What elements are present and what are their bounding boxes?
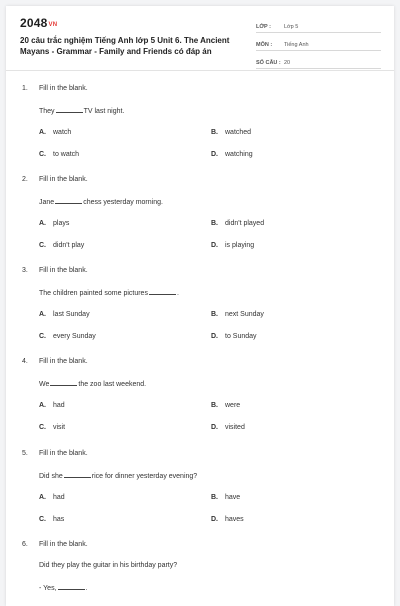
- quiz-meta: [256, 16, 381, 70]
- question-number: 2.: [22, 176, 28, 183]
- question-number: 1.: [22, 85, 28, 92]
- quiz-header: [6, 6, 394, 68]
- option-b[interactable]: B. next Sunday: [211, 311, 264, 318]
- meta-row-count: [256, 52, 381, 69]
- option-d[interactable]: D. visited: [211, 424, 245, 431]
- question-instruction: Fill in the blank.: [39, 85, 88, 92]
- answer-blank[interactable]: [58, 583, 85, 590]
- logo-sub: VN: [48, 22, 58, 28]
- option-a[interactable]: A. had: [39, 494, 65, 501]
- meta-value: Tiếng Anh: [284, 42, 309, 48]
- option-c[interactable]: C. every Sunday: [39, 333, 96, 340]
- header-divider: [6, 70, 394, 71]
- answer-line: - Yes, .: [39, 585, 88, 592]
- question-instruction: Fill in the blank.: [39, 541, 88, 548]
- option-d[interactable]: D. is playing: [211, 242, 255, 249]
- question-number: 3.: [22, 267, 28, 274]
- question-stem: The children painted some pictures .: [39, 290, 179, 297]
- option-b[interactable]: B. have: [211, 494, 241, 501]
- option-b[interactable]: B. watched: [211, 129, 252, 136]
- meta-label: SỐ CÂU :: [256, 60, 281, 66]
- option-a[interactable]: A. had: [39, 402, 65, 409]
- option-a[interactable]: A. last Sunday: [39, 311, 90, 318]
- option-a[interactable]: A. watch: [39, 129, 72, 136]
- question-instruction: Fill in the blank.: [39, 450, 88, 457]
- meta-label: MÔN :: [256, 42, 273, 48]
- meta-value: Lớp 5: [284, 24, 299, 30]
- meta-label: LỚP :: [256, 24, 271, 30]
- question-number: 6.: [22, 541, 28, 548]
- site-logo[interactable]: [20, 16, 57, 30]
- question-stem: We the zoo last weekend.: [39, 381, 147, 388]
- option-b[interactable]: B. were: [211, 402, 241, 409]
- question-stem: Did they play the guitar in his birthday party?: [39, 562, 178, 569]
- option-c[interactable]: C. didn't play: [39, 242, 85, 249]
- answer-blank[interactable]: [55, 197, 82, 204]
- answer-blank[interactable]: [64, 471, 91, 478]
- answer-blank[interactable]: [56, 106, 83, 113]
- question-instruction: Fill in the blank.: [39, 267, 88, 274]
- option-d[interactable]: D. haves: [211, 516, 244, 523]
- option-c[interactable]: C. has: [39, 516, 65, 523]
- option-a[interactable]: A. plays: [39, 220, 70, 227]
- quiz-sheet: [6, 6, 394, 606]
- logo-main: 2048: [20, 16, 48, 30]
- answer-blank[interactable]: [50, 379, 77, 386]
- answer-blank[interactable]: [149, 288, 176, 295]
- option-d[interactable]: D. watching: [211, 151, 253, 158]
- quiz-title: 20 câu trắc nghiệm Tiếng Anh lớp 5 Unit 6. The Ancient Mayans - Grammar - Family and Friends có đáp án: [20, 36, 230, 56]
- question-stem: They TV last night.: [39, 108, 125, 115]
- question-number: 4.: [22, 358, 28, 365]
- question-stem: Did she rice for dinner yesterday evening?: [39, 473, 198, 480]
- question-stem: Jane chess yesterday morning.: [39, 199, 163, 206]
- option-b[interactable]: B. didn't played: [211, 220, 265, 227]
- meta-row-subject: [256, 34, 381, 51]
- meta-value: 20: [284, 60, 291, 66]
- option-c[interactable]: C. to watch: [39, 151, 80, 158]
- option-c[interactable]: C. visit: [39, 424, 66, 431]
- question-instruction: Fill in the blank.: [39, 176, 88, 183]
- question-number: 5.: [22, 450, 28, 457]
- option-d[interactable]: D. to Sunday: [211, 333, 257, 340]
- meta-row-grade: [256, 16, 381, 33]
- question-instruction: Fill in the blank.: [39, 358, 88, 365]
